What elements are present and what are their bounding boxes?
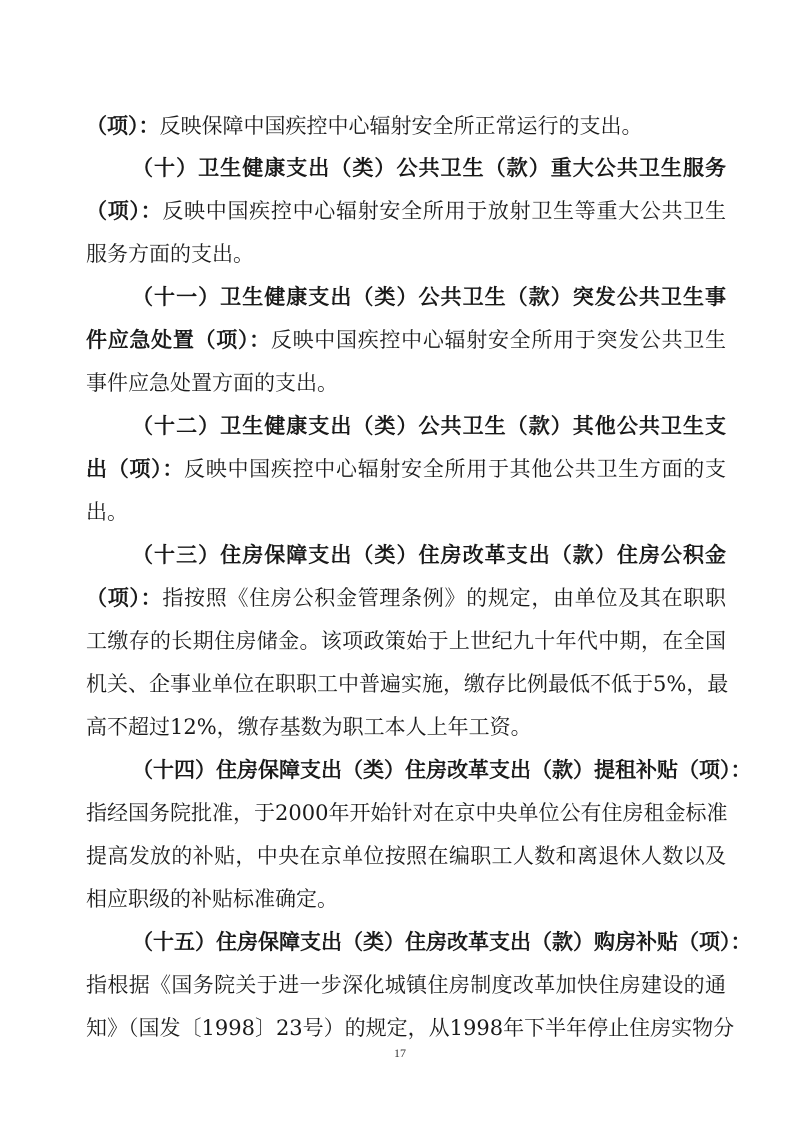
body-text: 反映中国疾控中心辐射安全所用于其他公共卫生方面的支	[184, 457, 727, 481]
body-text: 高不超过12%，缴存基数为职工本人上年工资。	[86, 715, 532, 739]
bold-heading: （项）：	[86, 585, 163, 610]
bold-heading: （项）：	[86, 198, 163, 223]
text-line	[132, 413, 726, 439]
body-text: 反映中国疾控中心辐射安全所用于放射卫生等重大公共卫生	[162, 199, 726, 223]
bold-heading: 件应急处置（项）：	[86, 327, 271, 352]
text-line	[86, 327, 726, 353]
bold-heading: （十五）住房保障支出（类）住房改革支出（款）购房补贴（项）：	[132, 929, 752, 954]
text-line	[86, 1015, 735, 1041]
text-line	[86, 585, 726, 611]
text-line	[132, 284, 726, 310]
text-line	[86, 499, 726, 525]
body-text: 指按照《住房公积金管理条例》的规定，由单位及其在职职	[162, 586, 726, 610]
bold-heading: （十四）住房保障支出（类）住房改革支出（款）提租补贴（项）：	[132, 757, 752, 782]
text-line	[86, 886, 726, 912]
text-line	[86, 972, 726, 998]
body-text: 服务方面的支出。	[86, 242, 254, 266]
text-line	[86, 370, 726, 396]
text-line	[86, 241, 726, 267]
body-text: 提高发放的补贴，中央在京单位按照在编职工人数和离退休人数以及	[86, 844, 726, 868]
bold-heading: 出（项）：	[86, 456, 185, 481]
text-line	[86, 714, 726, 740]
text-line	[132, 155, 726, 181]
text-line	[86, 671, 729, 697]
body-text: 知》（国发〔1998〕23号）的规定，从1998年下半年停止住房实物分	[86, 1016, 735, 1040]
body-text: 工缴存的长期住房储金。该项政策始于上世纪九十年代中期，在全国	[86, 629, 726, 653]
bold-heading: （十一）卫生健康支出（类）公共卫生（款）突发公共卫生事	[132, 284, 726, 309]
body-text: 相应职级的补贴标准确定。	[86, 887, 338, 911]
body-text: 反映中国疾控中心辐射安全所用于突发公共卫生	[270, 328, 727, 352]
body-text: 机关、企事业单位在职职工中普遍实施，缴存比例最低不低于5%，最	[86, 672, 729, 696]
text-line	[86, 628, 726, 654]
text-line	[86, 843, 726, 869]
text-line	[132, 929, 752, 955]
body-text: 事件应急处置方面的支出。	[86, 371, 338, 395]
text-line	[86, 198, 726, 224]
text-line	[86, 456, 726, 482]
body-text: 指经国务院批准，于2000年开始针对在京中央单位公有住房租金标准	[86, 801, 728, 825]
body-text: 出。	[86, 500, 128, 524]
text-line	[132, 757, 752, 783]
text-line	[86, 800, 726, 826]
bold-heading: （十三）住房保障支出（类）住房改革支出（款）住房公积金	[132, 542, 726, 567]
bold-heading: （项）：	[86, 113, 160, 138]
text-line	[86, 113, 726, 139]
page-number: 17	[394, 1046, 406, 1060]
body-text: 反映保障中国疾控中心辐射安全所正常运行的支出。	[159, 114, 643, 138]
bold-heading: （十二）卫生健康支出（类）公共卫生（款）其他公共卫生支	[132, 413, 726, 438]
bold-heading: （十）卫生健康支出（类）公共卫生（款）重大公共卫生服务	[132, 155, 726, 180]
body-text: 指根据《国务院关于进一步深化城镇住房制度改革加快住房建设的通	[86, 973, 726, 997]
text-line	[132, 542, 726, 568]
